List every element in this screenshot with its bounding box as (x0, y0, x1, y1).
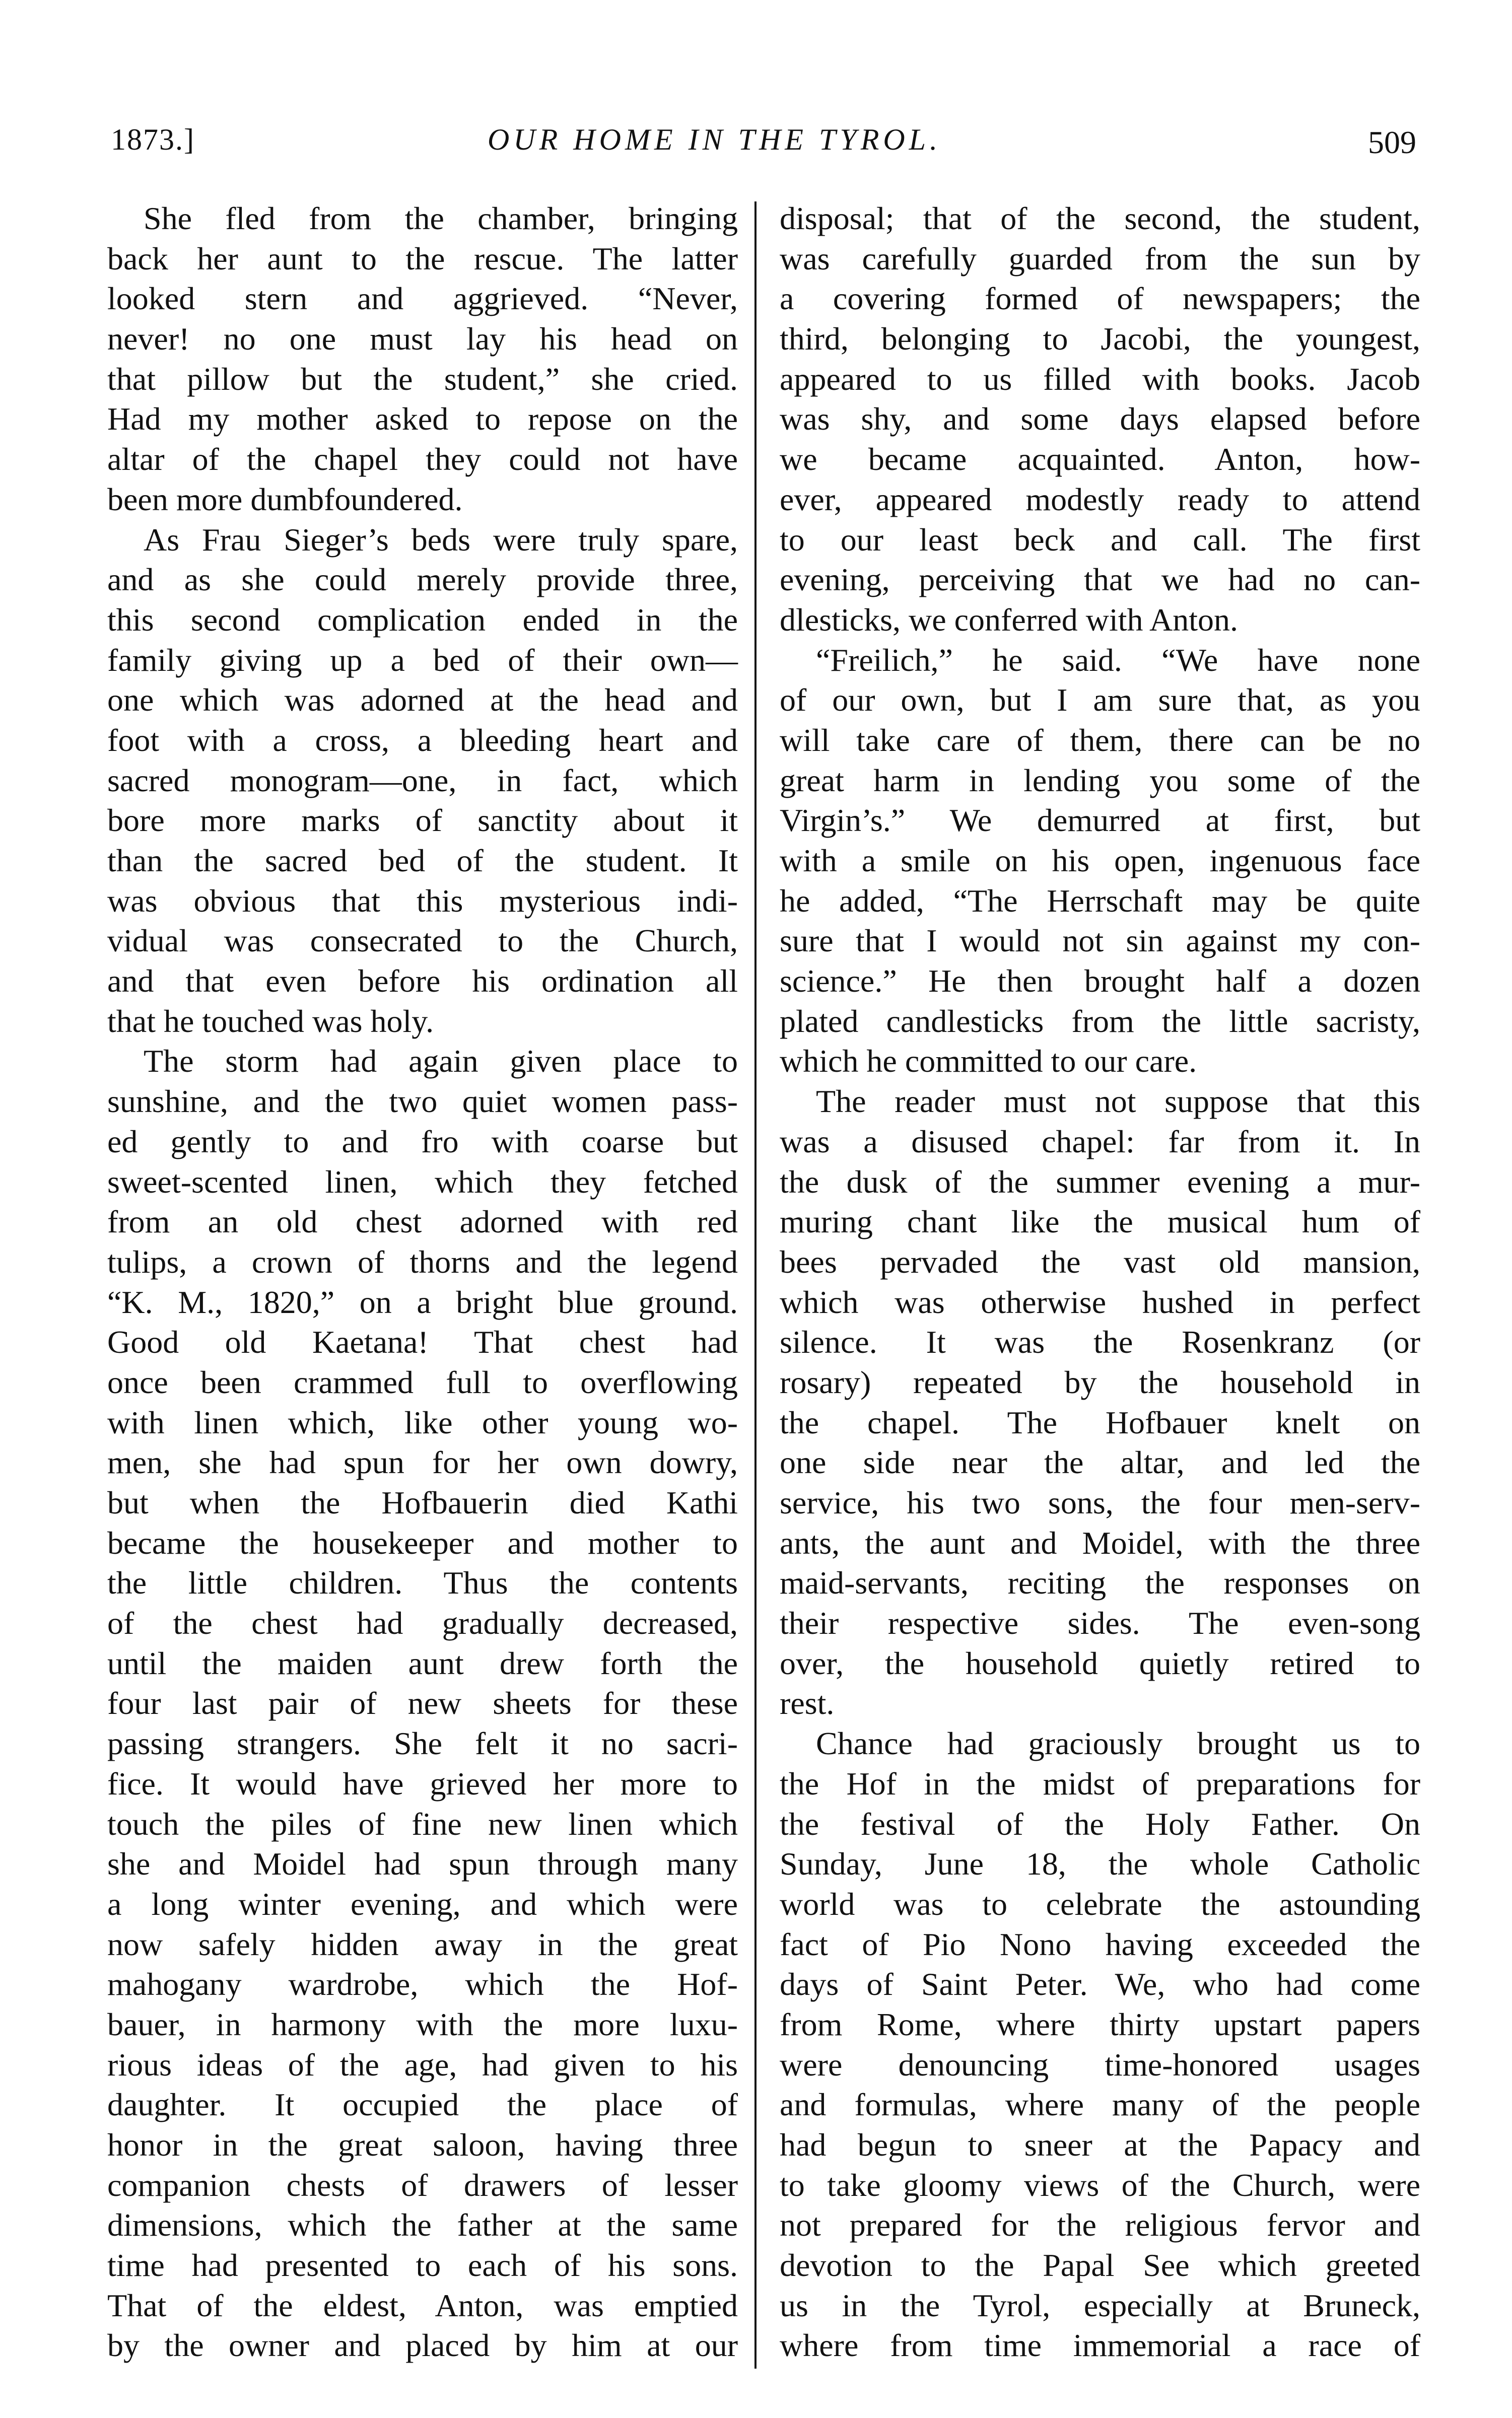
text-line: fact of Pio Nono having exceeded the (780, 1926, 1420, 1962)
text-line: once been crammed full to overflowing (107, 1364, 738, 1400)
text-line: honor in the great saloon, having three (107, 2127, 738, 2163)
text-line: where from time immemorial a race of (780, 2327, 1420, 2364)
text-line: he added, “The Herrschaft may be quite (780, 882, 1420, 919)
text-line: The reader must not suppose that this (816, 1083, 1420, 1120)
text-line: a long winter evening, and which were (107, 1886, 738, 1922)
text-line: the dusk of the summer evening a mur- (780, 1163, 1420, 1200)
text-line: Sunday, June 18, the whole Catholic (780, 1846, 1420, 1882)
text-line: “K. M., 1820,” on a bright blue ground. (107, 1284, 738, 1320)
text-line: looked stern and aggrieved. “Never, (107, 281, 738, 317)
text-line: from Rome, where thirty upstart papers (780, 2006, 1420, 2042)
text-line: over, the household quietly retired to (780, 1645, 1420, 1681)
text-line: and that even before his ordination all (107, 963, 738, 999)
running-head-title: OUR HOME IN THE TYROL. (488, 123, 942, 156)
text-line: but when the Hofbauerin died Kathi (107, 1485, 738, 1521)
text-line: had begun to sneer at the Papacy and (780, 2127, 1420, 2163)
text-line: service, his two sons, the four men-serv- (780, 1485, 1420, 1521)
text-line: ed gently to and fro with coarse but (107, 1123, 738, 1159)
text-line: she and Moidel had spun through many (107, 1846, 738, 1882)
text-line: never! no one must lay his head on (107, 321, 738, 357)
text-line: vidual was consecrated to the Church, (107, 923, 738, 959)
text-line: bore more marks of sanctity about it (107, 802, 738, 839)
text-line: sunshine, and the two quiet women pass- (107, 1083, 738, 1120)
text-line: a covering formed of newspapers; the (780, 281, 1420, 317)
text-line: rious ideas of the age, had given to his (107, 2046, 738, 2083)
page-number: 509 (1368, 124, 1416, 160)
text-line: that pillow but the student,” she cried. (107, 361, 738, 397)
text-line: to take gloomy views of the Church, were (780, 2167, 1420, 2203)
text-line: us in the Tyrol, especially at Bruneck, (780, 2287, 1420, 2323)
text-line: and formulas, where many of the people (780, 2087, 1420, 2123)
text-line: appeared to us filled with books. Jacob (780, 361, 1420, 397)
text-line: been more dumbfoundered. (107, 481, 463, 517)
text-line: which he committed to our care. (780, 1043, 1197, 1079)
text-line: Good old Kaetana! That chest had (107, 1324, 738, 1360)
text-line: that he touched was holy. (107, 1003, 434, 1039)
text-line: was a disused chapel: far from it. In (780, 1123, 1420, 1159)
text-line: Had my mother asked to repose on the (107, 401, 738, 437)
text-line: rosary) repeated by the household in (780, 1364, 1420, 1400)
text-line: third, belonging to Jacobi, the youngest, (780, 321, 1420, 357)
text-line: with linen which, like other young wo- (107, 1404, 738, 1440)
text-line: the festival of the Holy Father. On (780, 1806, 1420, 1842)
text-line: one which was adorned at the head and (107, 682, 738, 718)
column-divider (754, 201, 757, 2369)
text-line: of the chest had gradually decreased, (107, 1605, 738, 1641)
text-line: with a smile on his open, ingenuous face (780, 843, 1420, 878)
text-line: daughter. It occupied the place of (107, 2087, 738, 2123)
text-line: The storm had again given place to (144, 1043, 738, 1079)
text-line: dlesticks, we conferred with Anton. (780, 601, 1238, 638)
text-line: the little children. Thus the contents (107, 1565, 738, 1601)
text-line: Chance had graciously brought us to (816, 1725, 1420, 1762)
text-line: disposal; that of the second, the student, (780, 200, 1420, 236)
text-line: mahogany wardrobe, which the Hof- (107, 1966, 738, 2002)
text-line: altar of the chapel they could not have (107, 441, 738, 477)
text-line: sacred monogram—one, in fact, which (107, 762, 738, 798)
text-line: their respective sides. The even-song (780, 1605, 1420, 1641)
text-line: companion chests of drawers of lesser (107, 2167, 738, 2203)
right-column (780, 198, 1420, 2366)
text-line: one side near the altar, and led the (780, 1444, 1420, 1481)
text-line: bees pervaded the vast old mansion, (780, 1243, 1420, 1280)
text-line: we became acquainted. Anton, how- (780, 441, 1420, 477)
running-head-year: 1873.] (111, 123, 195, 156)
text-line: which was otherwise hushed in perfect (780, 1284, 1420, 1320)
text-line: was obvious that this mysterious indi- (107, 882, 738, 919)
text-line: rest. (780, 1685, 835, 1721)
text-line: She fled from the chamber, bringing (144, 200, 738, 236)
text-line: silence. It was the Rosenkranz (or (780, 1324, 1420, 1360)
text-line: time had presented to each of his sons. (107, 2247, 738, 2284)
text-line: days of Saint Peter. We, who had come (780, 1966, 1420, 2002)
text-line: will take care of them, there can be no (780, 722, 1420, 758)
text-line: devotion to the Papal See which greeted (780, 2247, 1420, 2284)
text-line: dimensions, which the father at the same (107, 2207, 738, 2243)
text-line: sweet-scented linen, which they fetched (107, 1163, 738, 1200)
text-line: back her aunt to the rescue. The latter (107, 240, 738, 277)
text-line: science.” He then brought half a dozen (780, 963, 1420, 999)
text-line: and as she could merely provide three, (107, 562, 738, 598)
text-line: foot with a cross, a bleeding heart and (107, 722, 738, 758)
text-line: men, she had spun for her own dowry, (107, 1444, 738, 1481)
text-line: of our own, but I am sure that, as you (780, 682, 1420, 718)
text-line: world was to celebrate the astounding (780, 1886, 1420, 1922)
text-line: four last pair of new sheets for these (107, 1685, 738, 1721)
text-line: ever, appeared modestly ready to attend (780, 481, 1420, 517)
text-line: by the owner and placed by him at our (107, 2327, 738, 2364)
text-line: the Hof in the midst of preparations for (780, 1765, 1420, 1802)
text-line: not prepared for the religious fervor and (780, 2207, 1420, 2243)
text-line: passing strangers. She felt it no sacri- (107, 1725, 738, 1762)
text-line: “Freilich,” he said. “We have none (816, 642, 1420, 678)
text-line: now safely hidden away in the great (107, 1926, 738, 1962)
text-line: from an old chest adorned with red (107, 1204, 738, 1240)
text-line: were denouncing time-honored usages (780, 2046, 1420, 2083)
text-line: was carefully guarded from the sun by (780, 240, 1420, 277)
text-line: Virgin’s.” We demurred at first, but (780, 802, 1420, 839)
text-line: to our least beck and call. The first (780, 521, 1420, 558)
running-head (0, 117, 1512, 162)
text-line: That of the eldest, Anton, was emptied (107, 2287, 738, 2323)
text-line: muring chant like the musical hum of (780, 1204, 1420, 1240)
text-line: ants, the aunt and Moidel, with the three (780, 1525, 1420, 1561)
text-line: the chapel. The Hofbauer knelt on (780, 1404, 1420, 1440)
left-column (107, 198, 738, 2366)
text-line: evening, perceiving that we had no can- (780, 562, 1420, 598)
text-line: bauer, in harmony with the more luxu- (107, 2006, 738, 2042)
text-line: touch the piles of fine new linen which (107, 1806, 738, 1842)
text-line: sure that I would not sin against my con- (780, 923, 1420, 959)
text-line: As Frau Sieger’s beds were truly spare, (144, 521, 738, 558)
text-line: was shy, and some days elapsed before (780, 401, 1420, 437)
text-line: family giving up a bed of their own— (107, 642, 738, 678)
text-line: fice. It would have grieved her more to (107, 1765, 738, 1802)
text-line: tulips, a crown of thorns and the legend (107, 1243, 738, 1280)
text-line: maid-servants, reciting the responses on (780, 1565, 1420, 1601)
text-line: this second complication ended in the (107, 601, 738, 638)
text-line: until the maiden aunt drew forth the (107, 1645, 738, 1681)
text-line: plated candlesticks from the little sacristy, (780, 1003, 1420, 1039)
text-line: than the sacred bed of the student. It (107, 843, 738, 878)
text-line: great harm in lending you some of the (780, 762, 1420, 798)
text-line: became the housekeeper and mother to (107, 1525, 738, 1561)
